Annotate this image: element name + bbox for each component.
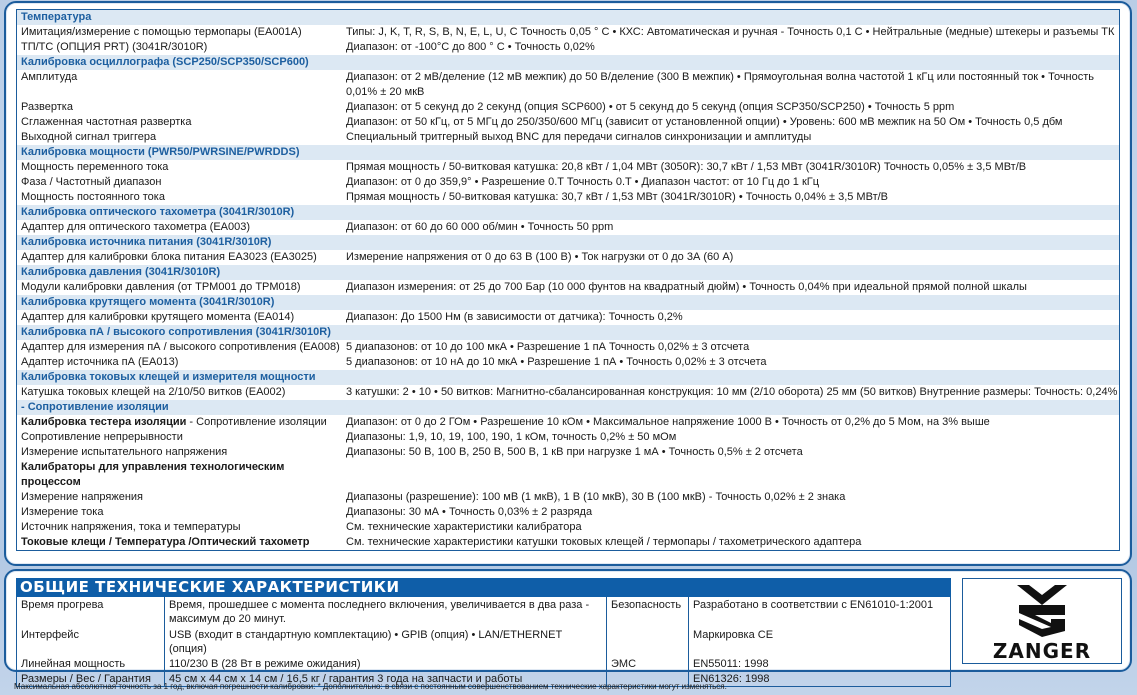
spec-value: Диапазон: от 5 секунд до 2 секунд (опция SCP600) • от 5 секунд до 5 секунд (опция SCP350/SCP250) • Точность 5 ppm <box>342 100 1120 115</box>
spacer-cell <box>607 612 689 627</box>
table-row <box>17 40 1120 55</box>
table-row <box>17 70 1120 100</box>
safety-label: Безопасность <box>607 597 689 612</box>
table-row <box>17 460 1120 490</box>
section-title: Калибровка осциллографа (SCP250/SCP350/SCP600) <box>17 55 1120 70</box>
section-title: Температура <box>17 10 1120 26</box>
table-row <box>17 220 1120 235</box>
section-title: Калибровка источника питания (3041R/3010R) <box>17 235 1120 250</box>
spec-label: Мощность постоянного тока <box>17 190 343 205</box>
spec-label-bold: Токовые клещи / Температура /Оптический тахометр <box>21 536 310 548</box>
spec-label: Измерение напряжения <box>17 490 343 505</box>
safety-value: Разработано в соответствии с EN61010-1:2001 <box>689 597 951 612</box>
spec-value: Диапазон: от 0 до 2 ГОм • Разрешение 10 кОм • Максимальное напряжение 1000 В • Точность от 0,2% до 5 Мом, на 3% выше <box>342 415 1120 430</box>
spec-value: Диапазон: До 1500 Нм (в зависимости от датчика): Точность 0,2% <box>342 310 1120 325</box>
table-row <box>17 505 1120 520</box>
section-title: Калибровка токовых клещей и измерителя мощности <box>17 370 1120 385</box>
warmup-value-text: Время, прошедшее с момента последнего включения, увеличивается в два раза - максимум до 20 минут. <box>169 599 590 625</box>
section-header <box>17 145 1120 160</box>
spec-label: Адаптер для калибровки крутящего момента (EA014) <box>17 310 343 325</box>
table-row <box>17 160 1120 175</box>
spec-label: Адаптер для калибровки блока питания EA3023 (EA3025) <box>17 250 343 265</box>
table-row <box>17 130 1120 145</box>
spec-label <box>17 460 343 490</box>
general-specifications-panel <box>4 569 1132 685</box>
spec-value: Диапазоны (разрешение): 100 мВ (1 мкВ), 1 В (10 мкВ), 30 В (100 мкВ) - Точность 0,02% ± 2 знака <box>342 490 1120 505</box>
spec-label: Имитация/измерение с помощью термопары (EA001A) <box>17 25 343 40</box>
section-title: Калибровка давления (3041R/3010R) <box>17 265 1120 280</box>
power-label: Линейная мощность <box>21 658 126 670</box>
table-row <box>17 250 1120 265</box>
spec-label-text: - Сопротивление изоляции <box>186 416 327 428</box>
spec-label: Выходной сигнал триггера <box>17 130 343 145</box>
section-header <box>17 205 1120 220</box>
general-specifications <box>16 578 951 687</box>
spec-value: Диапазон измерения: от 25 до 700 Бар (10 000 фунтов на квадратный дюйм) • Точность 0,04% при идеальной прямой полной шкалы <box>342 280 1120 295</box>
section-title: Калибровка оптического тахометра (3041R/3010R) <box>17 205 1120 220</box>
spec-label: Адаптер источника пА (EA013) <box>17 355 343 370</box>
spec-label <box>17 535 343 551</box>
section-header <box>17 265 1120 280</box>
spec-label: Источник напряжения, тока и температуры <box>17 520 343 535</box>
spec-label: Измерение тока <box>17 505 343 520</box>
spec-label: Адаптер для оптического тахометра (EA003) <box>17 220 343 235</box>
table-row <box>17 430 1120 445</box>
table-row <box>17 340 1120 355</box>
spec-value: 5 диапазонов: от 10 нА до 10 мкА • Разрешение 1 пА • Точность 0,02% ± 3 отсчета <box>342 355 1120 370</box>
table-row <box>17 190 1120 205</box>
table-row <box>17 627 951 656</box>
table-row <box>17 280 1120 295</box>
section-header <box>17 370 1120 385</box>
spec-label-bold: Калибровка тестера изоляции <box>21 416 187 428</box>
section-header <box>17 235 1120 250</box>
warmup-label: Время прогрева <box>21 599 104 611</box>
footnote: Максимальная абсолютная точность за 1 год, включая погрешности калибровки: * Дополнительно: в связи с постоянным совершенствованием технические характеристики могут изменяться. <box>14 682 727 691</box>
emc-label: ЭМС <box>607 656 689 671</box>
spec-value: Прямая мощность / 50-витковая катушка: 30,7 кВт / 1,53 МВт (3041R/3010R) • Точность 0,04% ± 3,5 МВт/В <box>342 190 1120 205</box>
zanger-logo <box>962 578 1122 664</box>
size-value: 45 см x 44 см x 14 см / 16,5 кг / гарантия 3 года на запчасти и работы <box>165 671 607 687</box>
section-title: Калибровка крутящего момента (3041R/3010R) <box>17 295 1120 310</box>
table-row <box>17 175 1120 190</box>
table-row <box>17 445 1120 460</box>
spec-value: 5 диапазонов: от 10 до 100 мкА • Разрешение 1 пА Точность 0,02% ± 3 отсчета <box>342 340 1120 355</box>
spec-value: См. технические характеристики катушки токовых клещей / термопары / тахометрического адаптера <box>342 535 1120 551</box>
spec-value: Диапазон: от -100°C до 800 ° C • Точность 0,02% <box>342 40 1120 55</box>
size-label: Размеры / Вес / Гарантия <box>21 673 151 685</box>
section-title: Калибровка пА / высокого сопротивления (3041R/3010R) <box>17 325 1120 340</box>
table-row <box>17 415 1120 430</box>
spec-label: Сопротивление непрерывности <box>17 430 343 445</box>
power-value: 110/230 В (28 Вт в режиме ожидания) <box>165 656 607 671</box>
section-title-text: - Сопротивление изоляции <box>21 401 169 413</box>
spec-label: Модули калибровки давления (от TPM001 до TPM018) <box>17 280 343 295</box>
table-row <box>17 100 1120 115</box>
section-header <box>17 400 1120 415</box>
spec-label: ТП/ТС (ОПЦИЯ PRT) (3041R/3010R) <box>17 40 343 55</box>
spec-value: Диапазон: от 50 кГц, от 5 МГц до 250/350/600 МГц (зависит от установленной опции) • Уровень: 600 мВ межпик на 50 Ом • Точность 0,5 дбм <box>342 115 1120 130</box>
zanger-emblem-icon <box>1007 583 1077 637</box>
table-row <box>17 597 951 612</box>
spacer-cell <box>607 627 689 656</box>
logo-text: ZANGER <box>992 639 1092 663</box>
warmup-value <box>165 597 607 627</box>
spec-value: Типы: J, K, T, R, S, B, N, E, L, U, C Точность 0,05 ° C • КХС: Автоматическая и ручная - Точность 0,1 C • Нейтральные (медные) штекеры и разъемы ТК <box>342 25 1120 40</box>
interface-label: Интерфейс <box>21 629 79 641</box>
emc-value-2: EN61326: 1998 <box>689 671 951 687</box>
table-row <box>17 310 1120 325</box>
table-row <box>17 385 1120 400</box>
spacer-cell <box>689 612 951 627</box>
spec-label: Сглаженная частотная развертка <box>17 115 343 130</box>
spec-value: Диапазон: от 2 мВ/деление (12 мВ межпик) до 50 В/деление (300 В межпик) • Прямоугольная волна частотой 1 кГц или постоянный ток • Точность 0,01% ± 20 мкВ <box>342 70 1120 100</box>
section-title: Калибровка мощности (PWR50/PWRSINE/PWRDDS) <box>17 145 1120 160</box>
spec-value: Измерение напряжения от 0 до 63 В (100 В) • Ток нагрузки от 0 до 3А (60 А) <box>342 250 1120 265</box>
table-row <box>17 25 1120 40</box>
section-header <box>17 10 1120 26</box>
spec-value: См. технические характеристики калибратора <box>342 520 1120 535</box>
spec-label: Катушка токовых клещей на 2/10/50 витков (EA002) <box>17 385 343 400</box>
spec-value: Специальный тритгерный выход BNC для передачи сигналов синхронизации и амплитуды <box>342 130 1120 145</box>
spec-label: Мощность переменного тока <box>17 160 343 175</box>
spec-label: Амплитуда <box>17 70 343 100</box>
spec-value: 3 катушки: 2 • 10 • 50 витков: Магнитно-сбалансированная конструкция: 10 мм (2/10 оборота) 25 мм (50 витков) Внутренние размеры: Точность: 0,24% <box>342 385 1120 400</box>
spec-value: Диапазон: от 0 до 359,9° • Разрешение 0.T Точность 0.T • Диапазон частот: от 10 Гц до 1 кГц <box>342 175 1120 190</box>
table-row <box>17 490 1120 505</box>
interface-value: USB (входит в стандартную комплектацию) • GPIB (опция) • LAN/ETHERNET (опция) <box>165 627 607 656</box>
spec-value: Диапазоны: 30 мА • Точность 0,03% ± 2 разряда <box>342 505 1120 520</box>
table-row <box>17 355 1120 370</box>
spec-value <box>342 460 1120 490</box>
spacer-cell <box>17 612 165 627</box>
spec-label: Адаптер для измерения пА / высокого сопротивления (EA008) <box>17 340 343 355</box>
spec-label <box>17 415 343 430</box>
emc-value-1: EN55011: 1998 <box>689 656 951 671</box>
spec-label: Фаза / Частотный диапазон <box>17 175 343 190</box>
section-header <box>17 55 1120 70</box>
emc-value-0: Маркировка CE <box>689 627 951 656</box>
table-row <box>17 520 1120 535</box>
section-header <box>17 325 1120 340</box>
table-row <box>17 656 951 671</box>
general-specifications-table <box>16 597 951 687</box>
spec-value: Диапазоны: 50 В, 100 В, 250 В, 500 В, 1 кВ при нагрузке 1 мА • Точность 0,5% ± 2 отсчета <box>342 445 1120 460</box>
specifications-table <box>16 9 1120 551</box>
spec-label: Измерение испытательного напряжения <box>17 445 343 460</box>
specifications-panel <box>4 1 1132 566</box>
general-specifications-title: ОБЩИЕ ТЕХНИЧЕСКИЕ ХАРАКТЕРИСТИКИ <box>16 578 951 597</box>
section-title <box>17 400 1120 415</box>
spec-label-bold: Калибраторы для управления технологическим процессом <box>21 461 285 488</box>
spec-value: Диапазоны: 1,9, 10, 19, 100, 190, 1 кОм, точность 0,2% ± 50 мОм <box>342 430 1120 445</box>
table-row <box>17 115 1120 130</box>
spec-value: Прямая мощность / 50-витковая катушка: 20,8 кВт / 1,04 МВт (3050R): 30,7 кВт / 1,53 МВт (3041R/3010R) Точность 0,05% ± 3,5 МВт/В <box>342 160 1120 175</box>
spec-label: Развертка <box>17 100 343 115</box>
spec-value: Диапазон: от 60 до 60 000 об/мин • Точность 50 ppm <box>342 220 1120 235</box>
section-header <box>17 295 1120 310</box>
table-row <box>17 535 1120 551</box>
